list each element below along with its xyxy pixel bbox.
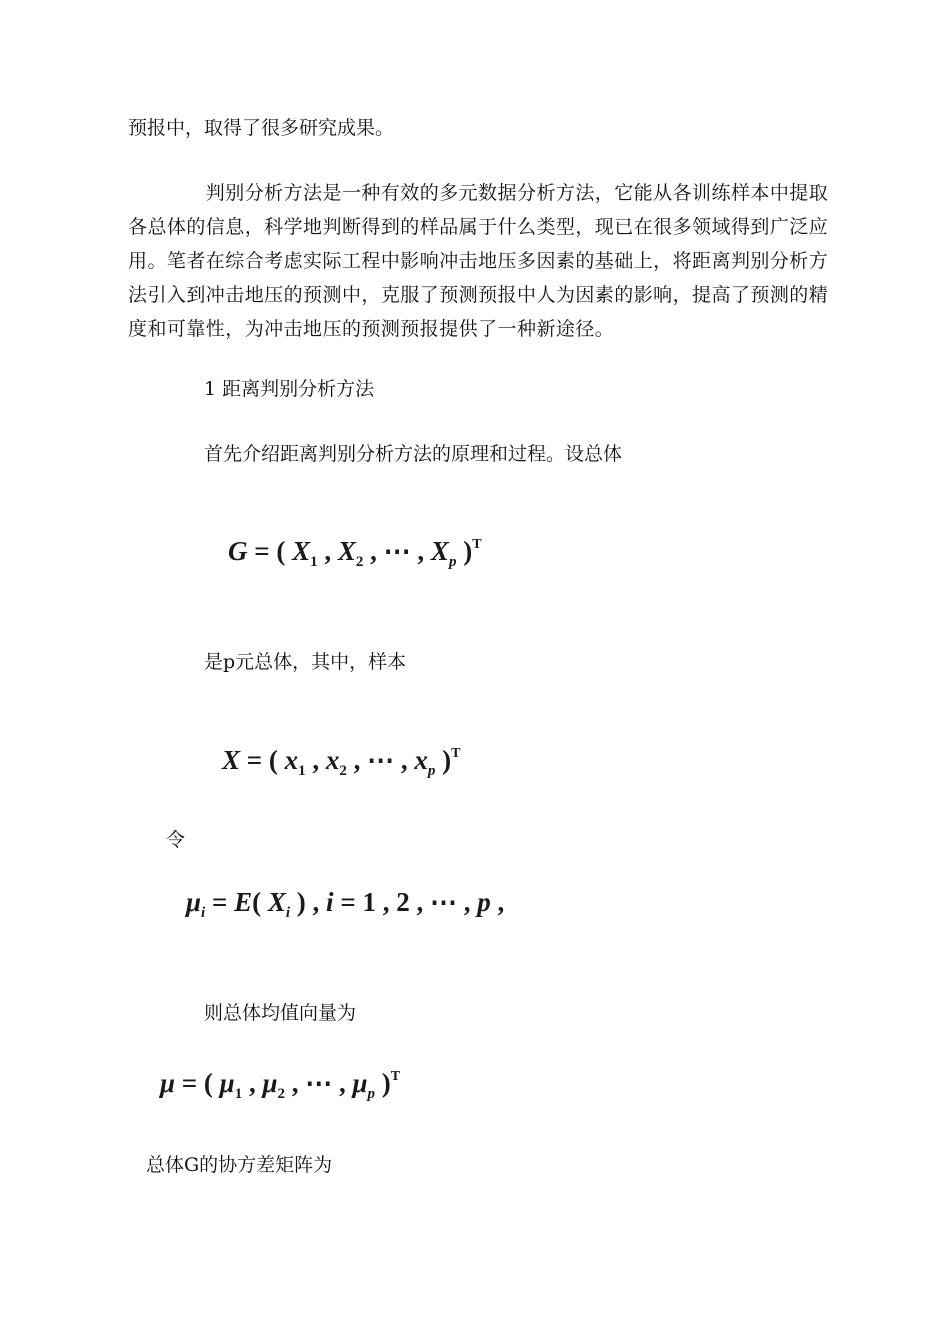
paragraph-line: 用。笔者在综合考虑实际工程中影响冲击地压多因素的基础上，将距离判别分析方 <box>128 250 829 272</box>
paragraph-line: 度和可靠性，为冲击地压的预测预报提供了一种新途径。 <box>128 318 615 340</box>
method-intro-text: 首先介绍距离判别分析方法的原理和过程。设总体 <box>204 443 623 465</box>
paragraph-line: 各总体的信息，科学地判断得到的样品属于什么类型，现已在很多领域得到广泛应 <box>128 216 829 238</box>
formula-sample-x: X = ( $x_1$ , $x_2$ , ⋯ , $x_p$ )$^T$ <box>222 745 461 779</box>
section-heading: 1 距离判别分析方法 <box>204 378 375 400</box>
p-variate-text: 是p元总体，其中，样本 <box>204 651 407 673</box>
paragraph-line: 判别分析方法是一种有效的多元数据分析方法，它能从各训练样本中提取 <box>128 182 829 204</box>
formula-mu-i: $\mu_i = E$( $X_i$ ) , i = 1 , 2 , ⋯ , p , <box>186 887 505 921</box>
covariance-text: 总体G的协方差矩阵为 <box>146 1154 333 1176</box>
formula-population-g: G = ( $X_1$ , $X_2$ , ⋯ , $X_p$ )$^T$ <box>228 536 482 570</box>
paragraph-line: 法引入到冲击地压的预测中，克服了预测预报中人为因素的影响，提高了预测的精 <box>128 284 829 306</box>
mean-vector-text: 则总体均值向量为 <box>204 1002 357 1024</box>
formula-mean-vector: μ = ( $\mu_1$ , $\mu_2$ , ⋯ , $\mu_p$ )$^T$ <box>160 1068 401 1102</box>
paragraph-continuation: 预报中，取得了很多研究成果。 <box>128 117 395 139</box>
let-text: 令 <box>166 829 186 851</box>
paragraph-discriminant-intro <box>128 176 828 346</box>
